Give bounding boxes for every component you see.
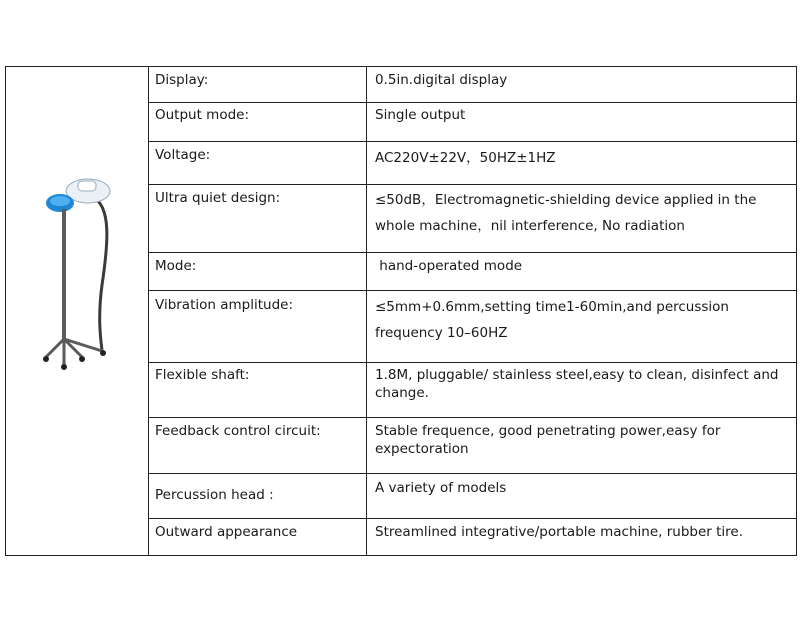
percussion-machine-icon [42, 175, 114, 375]
spec-row-percussion-head [149, 474, 796, 519]
spec-row-display [149, 67, 796, 103]
spec-value: hand-operated mode [375, 258, 523, 274]
spec-value: A variety of models [375, 480, 507, 496]
specification-table [5, 66, 797, 556]
spec-row-feedback-control [149, 418, 796, 474]
spec-row-vibration-amplitude [149, 291, 796, 363]
spec-value: Stable frequence, good penetrating power,easy for expectoration [375, 423, 721, 457]
spec-value: Single output [375, 107, 466, 123]
spec-label: Voltage: [155, 147, 211, 163]
spec-value: Streamlined integrative/portable machine, rubber tire. [375, 524, 744, 540]
spec-row-output-mode [149, 103, 796, 142]
spec-label: Display: [155, 72, 209, 88]
spec-value: ≤5mm+0.6mm,setting time1-60min,and percussion frequency 10–60HZ [375, 299, 729, 341]
spec-label: Mode: [155, 258, 197, 274]
spec-row-flexible-shaft [149, 363, 796, 418]
spec-label: Percussion head : [155, 487, 274, 503]
spec-label: Output mode: [155, 107, 250, 123]
spec-row-outward-appearance [149, 519, 796, 555]
spec-value: 0.5in.digital display [375, 72, 508, 88]
spec-label: Feedback control circuit: [155, 423, 321, 439]
spec-label: Vibration amplitude: [155, 297, 293, 313]
spec-rows [149, 67, 796, 555]
spec-value: AC220V±22V，50HZ±1HZ [375, 150, 556, 166]
spec-row-voltage [149, 142, 796, 185]
spec-value: 1.8M, pluggable/ stainless steel,easy to clean, disinfect and change. [375, 367, 779, 401]
spec-row-ultra-quiet [149, 185, 796, 253]
spec-label: Outward appearance [155, 524, 298, 540]
product-image-cell [6, 67, 149, 555]
spec-value: ≤50dB，Electromagnetic-shielding device applied in the whole machine，nil interference, No radiation [375, 192, 757, 234]
spec-label: Ultra quiet design: [155, 190, 281, 206]
spec-row-mode [149, 253, 796, 291]
spec-label: Flexible shaft: [155, 367, 250, 383]
